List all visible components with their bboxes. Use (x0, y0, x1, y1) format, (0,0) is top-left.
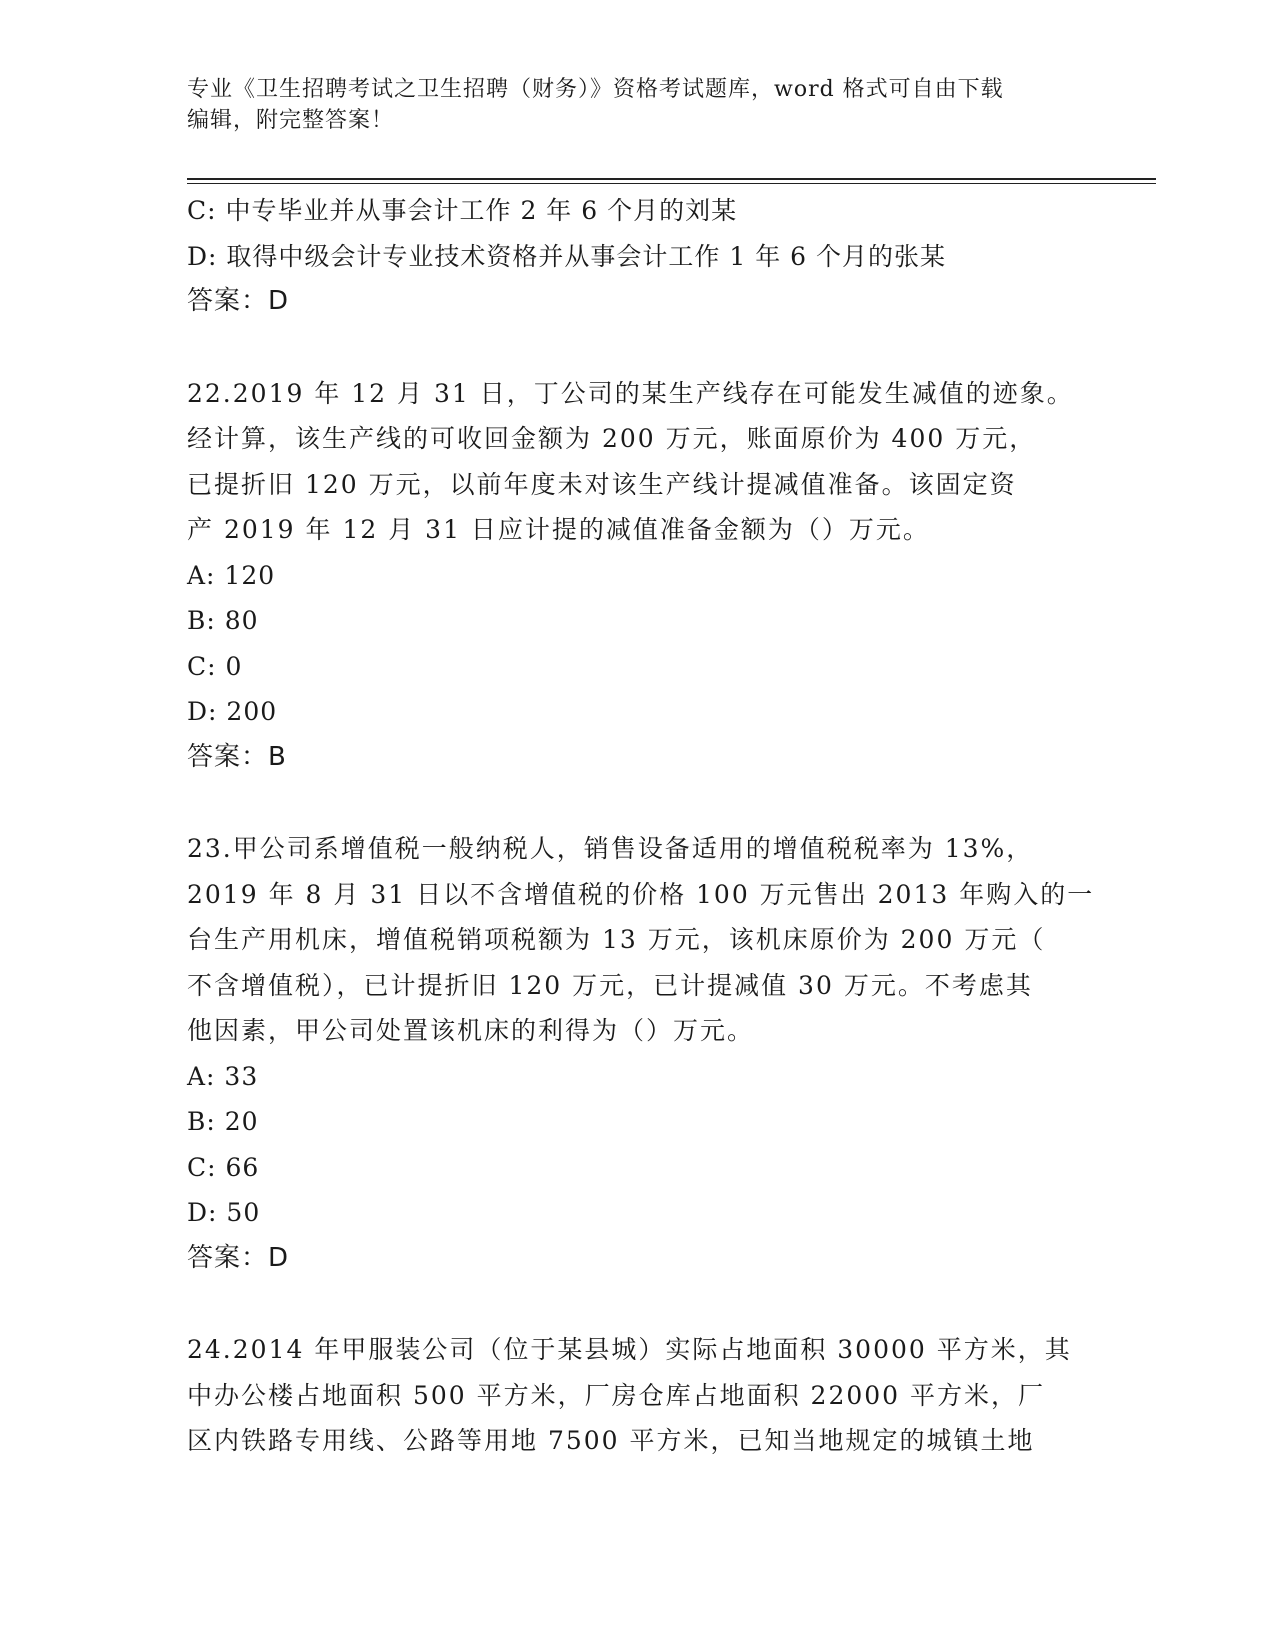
q23-option-c: C: 66 (187, 1152, 260, 1182)
q23-text-line: 他因素，甲公司处置该机床的利得为（）万元。 (187, 1016, 755, 1045)
q22-option-a: A: 120 (187, 560, 276, 590)
q22-option-b: B: 80 (187, 606, 259, 635)
q23-text-line: 23.甲公司系增值税一般纳税人，销售设备适用的增值税税率为 13%， (187, 834, 1034, 863)
q23-text-line: 2019 年 8 月 31 日以不含增值税的价格 100 万元售出 2013 年购入的一 (187, 879, 1095, 909)
q24-text-line: 中办公楼占地面积 500 平方米，厂房仓库占地面积 22000 平方米，厂 (187, 1380, 1046, 1410)
q22-text-line: 产 2019 年 12 月 31 日应计提的减值准备金额为（）万元。 (187, 515, 930, 544)
q22-option-d: D: 200 (187, 697, 278, 726)
document-body (187, 188, 1095, 1464)
q22-answer: 答案：B (187, 741, 287, 772)
q22-text-line: 已提折旧 120 万元，以前年度未对该生产线计提减值准备。该固定资 (187, 469, 1017, 499)
q24-text-line: 区内铁路专用线、公路等用地 7500 平方米，已知当地规定的城镇土地 (187, 1426, 1035, 1455)
question-22 (187, 371, 1087, 781)
q21-answer: 答案：D (187, 286, 290, 316)
q22-option-c: C: 0 (187, 651, 243, 681)
q21-option-c: C: 中专毕业并从事会计工作 2 年 6 个月的刘某 (187, 196, 738, 225)
q23-text-line: 台生产用机床，增值税销项税额为 13 万元，该机床原价为 200 万元（ (187, 925, 1046, 954)
q23-answer: 答案：D (187, 1242, 290, 1273)
document-header (187, 74, 1067, 136)
header-line-2: 编辑，附完整答案！ (187, 108, 395, 133)
spacer (187, 325, 1087, 371)
q22-text-line: 22.2019 年 12 月 31 日，丁公司的某生产线存在可能发生减值的迹象。 (187, 378, 1074, 408)
header-divider-thick (187, 178, 1156, 180)
question-23 (187, 826, 1095, 1281)
spacer (187, 780, 1087, 826)
q21-option-d: D: 取得中级会计专业技术资格并从事会计工作 1 年 6 个月的张某 (187, 241, 947, 271)
q24-text-line: 24.2014 年甲服装公司（位于某县城）实际占地面积 30000 平方米，其 (187, 1335, 1072, 1364)
q23-option-b: B: 20 (187, 1107, 259, 1136)
q23-option-d: D: 50 (187, 1198, 261, 1227)
question-21 (187, 188, 1087, 325)
header-divider-thin (187, 183, 1156, 184)
spacer (187, 1281, 1087, 1327)
question-24 (187, 1327, 1087, 1464)
header-line-1: 专业《卫生招聘考试之卫生招聘（财务）》资格考试题库，word 格式可自由下载 (187, 77, 1004, 102)
q22-text-line: 经计算，该生产线的可收回金额为 200 万元，账面原价为 400 万元， (187, 424, 1037, 453)
q23-option-a: A: 33 (187, 1061, 259, 1091)
q23-text-line: 不含增值税），已计提折旧 120 万元，已计提减值 30 万元。不考虑其 (187, 970, 1033, 1000)
